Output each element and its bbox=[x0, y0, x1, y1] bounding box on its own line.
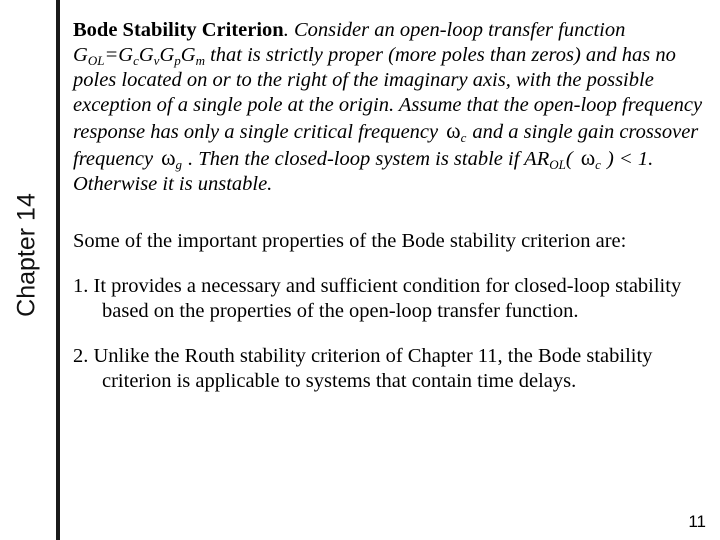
subscript: p bbox=[174, 53, 181, 68]
subscript: c bbox=[133, 53, 139, 68]
chapter-label-text: Chapter 14 bbox=[12, 193, 41, 317]
subscript: c bbox=[595, 157, 601, 172]
sidebar-divider bbox=[56, 0, 60, 540]
criterion-text: and a single gain crossover frequency bbox=[73, 121, 699, 170]
sidebar bbox=[0, 0, 62, 540]
criterion-paragraph bbox=[73, 18, 713, 197]
property-item bbox=[73, 344, 713, 394]
criterion-text: . Consider an open-loop transfer function G bbox=[73, 19, 626, 66]
omega-c-symbol bbox=[446, 118, 466, 143]
item-text: Unlike the Routh stability criterion of Chapter 11, the Bode stability criterion is applicable to systems that contain time delays. bbox=[93, 345, 653, 392]
criterion-text: =G bbox=[104, 44, 134, 66]
item-number: 1. bbox=[73, 275, 89, 297]
omega-glyph: ω bbox=[161, 145, 176, 170]
criterion-text: ( bbox=[565, 148, 573, 170]
omega-g-symbol bbox=[161, 145, 182, 170]
omega-glyph: ω bbox=[446, 118, 461, 143]
subscript: OL bbox=[549, 157, 566, 172]
subscript: g bbox=[175, 157, 183, 172]
criterion-text: that is strictly proper (more poles than zeros) and has no poles located on or to the right of the imaginary axis, with the possible exception of a single pole at the origin. Assume that the open-loop frequency response has only a single critical frequency bbox=[73, 44, 703, 143]
criterion-text: ) < 1. Otherwise it is unstable. bbox=[73, 148, 654, 195]
properties-intro: Some of the important properties of the Bode stability criterion are: bbox=[73, 230, 627, 252]
criterion-heading: Bode Stability Criterion bbox=[73, 19, 284, 41]
chapter-label bbox=[2, 170, 52, 340]
criterion-text: G bbox=[138, 44, 154, 66]
page-number: 11 bbox=[688, 512, 706, 531]
criterion-text: . Then the closed-loop system is stable if AR bbox=[188, 148, 550, 170]
property-item bbox=[73, 274, 713, 324]
item-number: 2. bbox=[73, 345, 89, 367]
slide-content bbox=[73, 18, 713, 394]
criterion-text: G bbox=[180, 44, 196, 66]
omega-glyph: ω bbox=[580, 145, 596, 170]
item-text: It provides a necessary and sufficient condition for closed-loop stability based on the properties of the open-loop transfer function. bbox=[93, 275, 682, 322]
omega-c-symbol bbox=[581, 145, 601, 170]
criterion-text: G bbox=[159, 44, 175, 66]
subscript: c bbox=[460, 130, 467, 145]
subscript: v bbox=[153, 53, 160, 68]
subscript: m bbox=[195, 53, 205, 68]
subscript: OL bbox=[87, 53, 105, 68]
